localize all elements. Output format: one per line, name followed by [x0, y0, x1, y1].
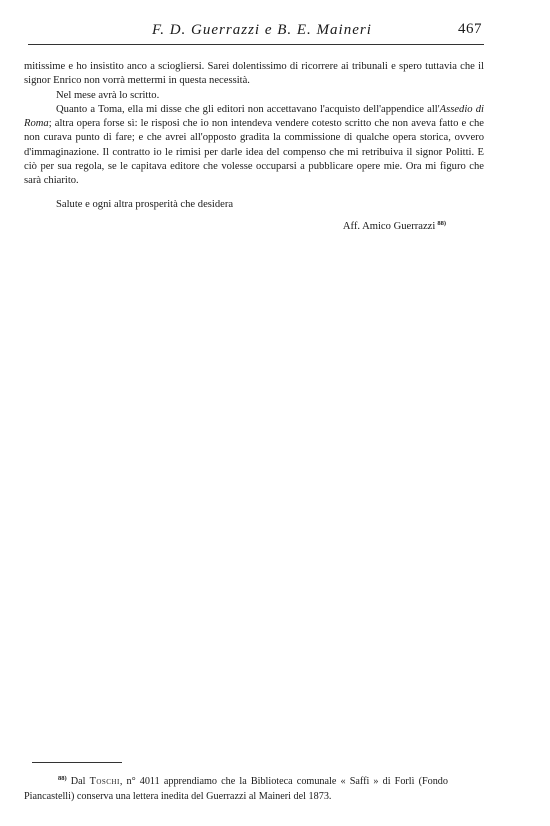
- letter-paragraph-1: mitissime e ho insistito anco a sciogliersi. Sarei dolentissimo di ricorrere ai tribunali e spero tuttavia che il signor Enrico non vorrà mettermi in questa necessità.: [24, 61, 484, 87]
- work-title-italic: Assedio di Roma: [24, 103, 484, 130]
- letter-paragraph-3: [24, 103, 484, 189]
- running-title: F. D. Guerrazzi e B. E. Maineri: [152, 22, 372, 38]
- page-number: 467: [458, 21, 482, 37]
- footnote-text-start: Dal: [70, 776, 90, 787]
- footnote-text-end: , n° 4011 apprendiamo che la Biblioteca comunale « Saffi » di Forlì (Fondo Piancastelli) conserva una lettera inedita del Guerrazzi al Maineri del 1873.: [24, 776, 448, 802]
- footnote-divider: [32, 762, 122, 763]
- running-header: [28, 14, 484, 45]
- paragraph-3-text-start: Quanto a Toma, ella mi disse che gli editori non accettavano l'acquisto dell'appendice all': [56, 103, 440, 115]
- footnote-author: Toschi: [89, 776, 120, 787]
- letter-paragraph-2: Nel mese avrà lo scritto.: [56, 89, 160, 101]
- paragraph-3-text-end: ; altra opera forse sì: le risposi che io non intendeva vendere cotesto scritto che non aveva fatto e che non curava punto di fare; e che avrei all'opposto gradita la commissione di qualche opera storica, ovvero d'immaginazione. Il contratto io le rimisi per darle idea del compenso che mi retribuiva il signor Politti. E ciò per sua regola, se le capitava editore che volesse occuparsi a pubblicare opere mie. Ora mi figuro che sarà chiarito.: [24, 118, 484, 187]
- letter-body: [24, 60, 484, 212]
- signature-text: Aff. Amico Guerrazzi: [342, 221, 436, 232]
- footnote-reference: 88): [437, 220, 446, 227]
- letter-signature: [343, 220, 446, 232]
- footnote: [24, 772, 448, 804]
- footnote-text: [24, 772, 448, 804]
- footnote-marker: 88): [58, 775, 67, 782]
- letter-closing: Salute e ogni altra prosperità che desidera: [56, 198, 234, 210]
